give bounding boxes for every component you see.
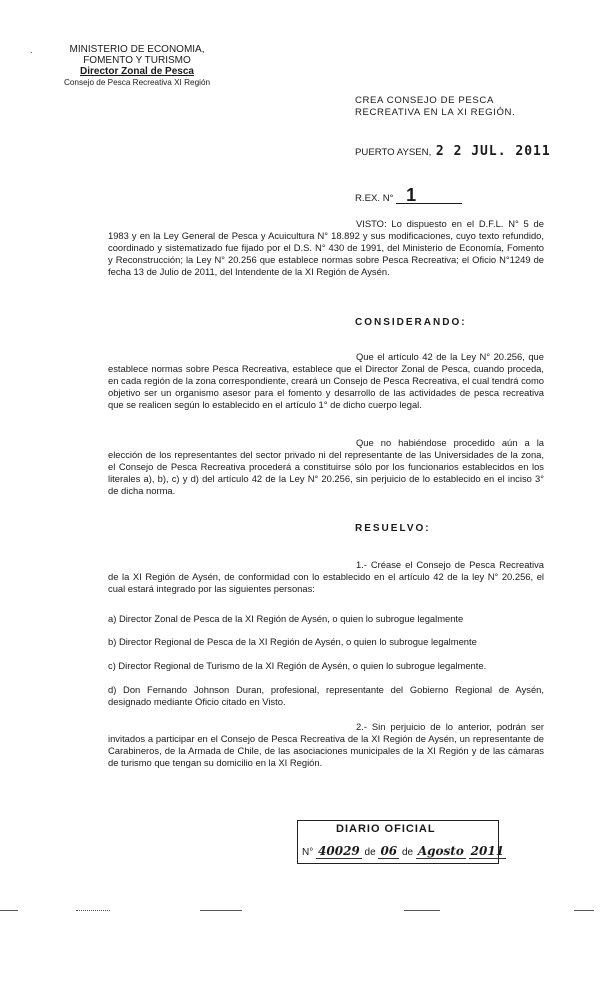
document-subject <box>355 95 545 119</box>
rex-label: R.EX. N° <box>355 193 394 204</box>
council-line: Consejo de Pesca Recreativa XI Región <box>63 78 211 87</box>
visto-paragraph: VISTO: Lo dispuesto en el D.F.L. N° 5 de 1983 y en la Ley General de Pesca y Acuicultura N° 18.892 y sus modificaciones, cuyo texto refundido, coordinado y sistematizado fue fijado por el D.S. N° 430 de 1991, del Ministerio de Economía, Fomento y Reconstrucción; la Ley N° 20.256 que establece normas sobre Pesca Recreativa; el Oficio N°1249 de fecha 13 de Julio de 2011, del Intendente de la XI Región de Aysén. <box>108 218 544 277</box>
considerando-paragraph-1: Que el artículo 42 de la Ley N° 20.256, que establece normas sobre Pesca Recreativa, establece que el Director Zonal de Pesca, cuando proceda, en cada región de la zona correspondiente, creará un Consejo de Pesca Recreativa, el cual tendrá como objetivo ser un organismo asesor para el fomento y desarrollo de las actividades de pesca recreativa que se realicen según lo establecido en el artículo 1° de dicho cuerpo legal. <box>108 351 544 410</box>
diario-oficial-stamp <box>297 820 505 864</box>
footer-line-2 <box>76 910 110 911</box>
stamp-prefix: N° <box>302 847 314 858</box>
ministry-line-2: FOMENTO Y TURISMO <box>83 55 191 66</box>
resolution-number <box>355 187 462 205</box>
stamp-number: 40029 <box>318 844 360 858</box>
director-line: Director Zonal de Pesca <box>80 66 194 77</box>
rex-number: 1 <box>396 187 462 204</box>
resuelvo-title: RESUELVO: <box>355 523 431 534</box>
stamp-line <box>302 845 506 859</box>
letterhead <box>52 44 222 88</box>
list-item-a: a) Director Zonal de Pesca de la XI Región de Aysén, o quien lo subrogue legalmente <box>108 613 464 624</box>
stamp-month: Agosto <box>417 844 464 858</box>
subject-line-1: CREA CONSEJO DE PESCA <box>355 95 494 106</box>
ministry-line-1: MINISTERIO DE ECONOMIA, <box>69 44 205 55</box>
stamp-de-1: de <box>364 847 376 858</box>
place-date <box>355 146 551 159</box>
footer-line-1 <box>0 910 18 911</box>
footer-line-5 <box>574 910 594 911</box>
resuelvo-paragraph-2: 2.- Sin perjuicio de lo anterior, podrán ser invitados a participar en el Consejo de Pesca Recreativa de la XI Región de Aysén, un representante de Carabineros, de la Armada de Chile, de las asociaciones municipales de la XI Región y de las cámaras de turismo que tengan su domicilio en la XI Región. <box>108 721 544 768</box>
stamp-year: 2011 <box>470 844 505 858</box>
date-stamp: 2 2 JUL. 2011 <box>435 144 551 159</box>
list-item-b: b) Director Regional de Pesca de la XI Región de Aysén, o quien lo subrogue legalmente <box>108 636 477 647</box>
subject-line-2: RECREATIVA EN LA XI REGIÓN. <box>355 107 516 118</box>
considerando-title: CONSIDERANDO: <box>355 317 467 328</box>
corner-mark: . <box>30 45 33 55</box>
footer-line-3 <box>200 910 242 911</box>
list-item-d: d) Don Fernando Johnson Duran, profesional, representante del Gobierno Regional de Aysén, designado mediante Oficio citado en Visto. <box>108 684 544 707</box>
considerando-paragraph-2: Que no habiéndose procedido aún a la elección de los representantes del sector privado ni del representante de las Universidades de la zona, el Consejo de Pesca Recreativa procederá a constituirse sólo por los funcionarios establecidos en los literales a), b), c) y d) del artículo 42 de la Ley N° 20.256, sin perjuicio de lo establecido en el inciso 3° de dicha norma. <box>108 437 544 496</box>
footer-line-4 <box>404 910 440 911</box>
resuelvo-paragraph-1: 1.- Créase el Consejo de Pesca Recreativa de la XI Región de Aysén, de conformidad con lo establecido en el artículo 42 de la ley N° 20.256, el cual estará integrado por las siguientes personas: <box>108 559 544 594</box>
city: PUERTO AYSEN, <box>355 147 432 158</box>
stamp-day: 06 <box>380 844 398 858</box>
stamp-de-2: de <box>401 847 414 858</box>
list-item-c: c) Director Regional de Turismo de la XI Región de Aysén, o quien lo subrogue legalmente. <box>108 660 487 671</box>
stamp-title: DIARIO OFICIAL <box>336 823 436 835</box>
